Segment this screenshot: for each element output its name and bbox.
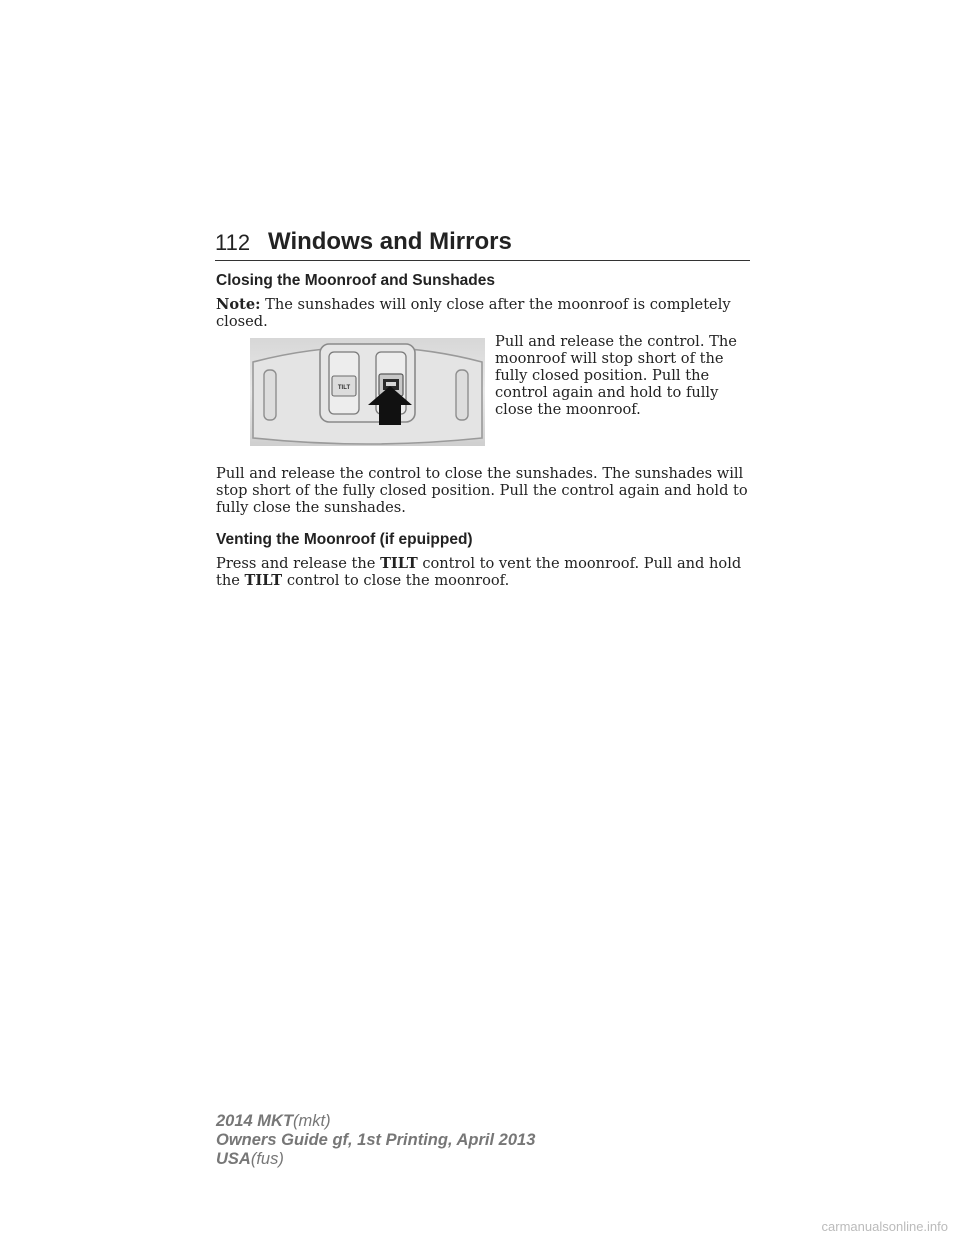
footer-market: USA [216, 1150, 251, 1168]
note-paragraph [216, 296, 751, 330]
venting-paragraph: Press and release the TILT control to vent the moonroof. Pull and hold the TILT control to close the moonroof. [216, 555, 742, 589]
left-light-lens [264, 370, 276, 420]
footer: 2014 MKT(mkt) Owners Guide gf, 1st Printing, April 2013 USA(fus) [216, 1112, 536, 1168]
moonroof-control-figure [250, 338, 485, 446]
footer-model: 2014 MKT [216, 1112, 294, 1130]
tilt-keyword: TILT [380, 555, 418, 572]
side-paragraph: Pull and release the control. The moonroof will stop short of the fully closed position. Pull the control again and hold to fully close the moonroof. [495, 333, 737, 418]
tilt-switch-label: TILT [337, 385, 351, 391]
page-number: 112 [215, 230, 251, 255]
sunshades-paragraph: Pull and release the control to close the sunshades. The sunshades will stop short of the fully closed position. Pull the control again and hold to fully close the sunshades. [216, 465, 748, 516]
watermark: carmanualsonline.info [821, 1219, 948, 1234]
page-header [215, 228, 750, 261]
note-label: Note: [216, 296, 261, 313]
page-title: Windows and Mirrors [268, 228, 512, 255]
note-text: The sunshades will only close after the moonroof is completely closed. [216, 296, 731, 330]
tilt-keyword: TILT [244, 572, 283, 589]
right-light-lens [456, 370, 468, 420]
section-heading-venting: Venting the Moonroof (if epuipped) [216, 531, 473, 548]
section-heading-closing: Closing the Moonroof and Sunshades [216, 272, 495, 289]
footer-edition: Owners Guide gf, 1st Printing, April 2013 [216, 1131, 536, 1149]
